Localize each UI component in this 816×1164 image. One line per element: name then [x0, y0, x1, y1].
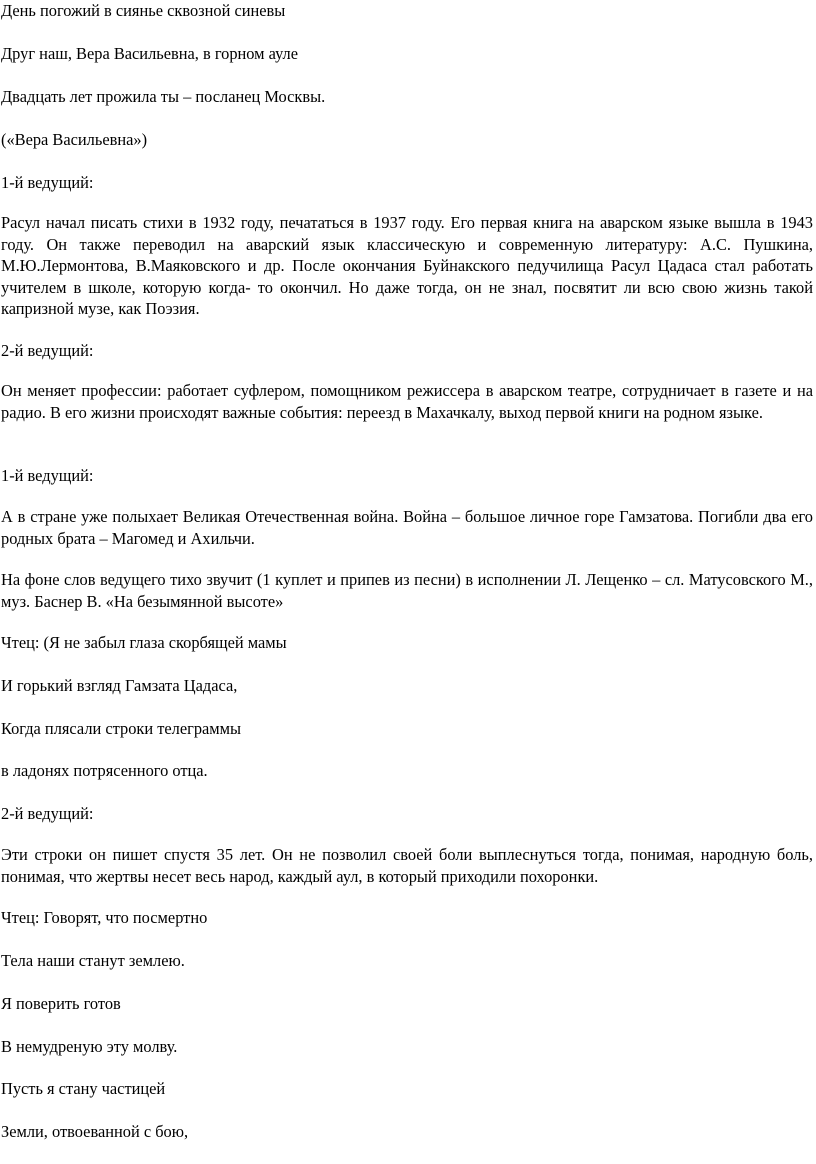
speaker-label: 2-й ведущий:	[1, 341, 94, 360]
poem-line: Я поверить готов	[1, 994, 121, 1013]
narration-paragraph: А в стране уже полыхает Великая Отечественная война. Война – большое личное горе Гамзатова. Погибли два его родных брата – Магомед и Ахильчи.	[1, 507, 813, 548]
poem-line: В немудреную эту молву.	[1, 1037, 178, 1056]
poem-line: Тела наши станут землею.	[1, 951, 185, 970]
narration-paragraph: Расул начал писать стихи в 1932 году, печататься в 1937 году. Его первая книга на аварском языке вышла в 1943 году. Он также переводил на аварский язык классическую и современную литературу: А.С. Пушкина, М.Ю.Лермонтова, В.Маяковского и др. После окончания Буйнакского педучилища Расул Цадаса стал работать учителем в школе, которую когда- то окончил. Но даже тогда, он не знал, посвятит ли всю свою жизнь такой капризной музе, как Поэзия.	[1, 213, 813, 318]
stage-direction: На фоне слов ведущего тихо звучит (1 куплет и припев из песни) в исполнении Л. Лещенко – сл. Матусовского М., муз. Баснер В. «На безымянной высоте»	[1, 570, 813, 611]
poem-line: Друг наш, Вера Васильевна, в горном ауле	[1, 44, 299, 63]
poem-line: в ладонях потрясенного отца.	[1, 761, 208, 780]
poem-line: Когда плясали строки телеграммы	[1, 719, 242, 738]
poem-source: («Вера Васильевна»)	[1, 130, 148, 149]
poem-line: День погожий в сиянье сквозной синевы	[1, 1, 286, 20]
narration-paragraph: Эти строки он пишет спустя 35 лет. Он не позволил своей боли выплеснуться тогда, понимая, народную боль, понимая, что жертвы несет весь народ, каждый аул, в который приходили похоронки.	[1, 845, 813, 886]
speaker-label: 2-й ведущий:	[1, 804, 94, 823]
speaker-label: 1-й ведущий:	[1, 466, 94, 485]
reader-line: Чтец: (Я не забыл глаза скорбящей мамы	[1, 633, 287, 652]
narration-paragraph: Он меняет профессии: работает суфлером, помощником режиссера в аварском театре, сотрудничает в газете и на радио. В его жизни происходят важные события: переезд в Махачкалу, выход первой книги на родном языке.	[1, 381, 813, 422]
poem-line: И горький взгляд Гамзата Цадаса,	[1, 676, 238, 695]
reader-line: Чтец: Говорят, что посмертно	[1, 908, 208, 927]
poem-line: Двадцать лет прожила ты – посланец Москвы.	[1, 87, 326, 106]
speaker-label: 1-й ведущий:	[1, 173, 94, 192]
poem-line: Земли, отвоеванной с бою,	[1, 1122, 189, 1141]
poem-line: Пусть я стану частицей	[1, 1079, 166, 1098]
